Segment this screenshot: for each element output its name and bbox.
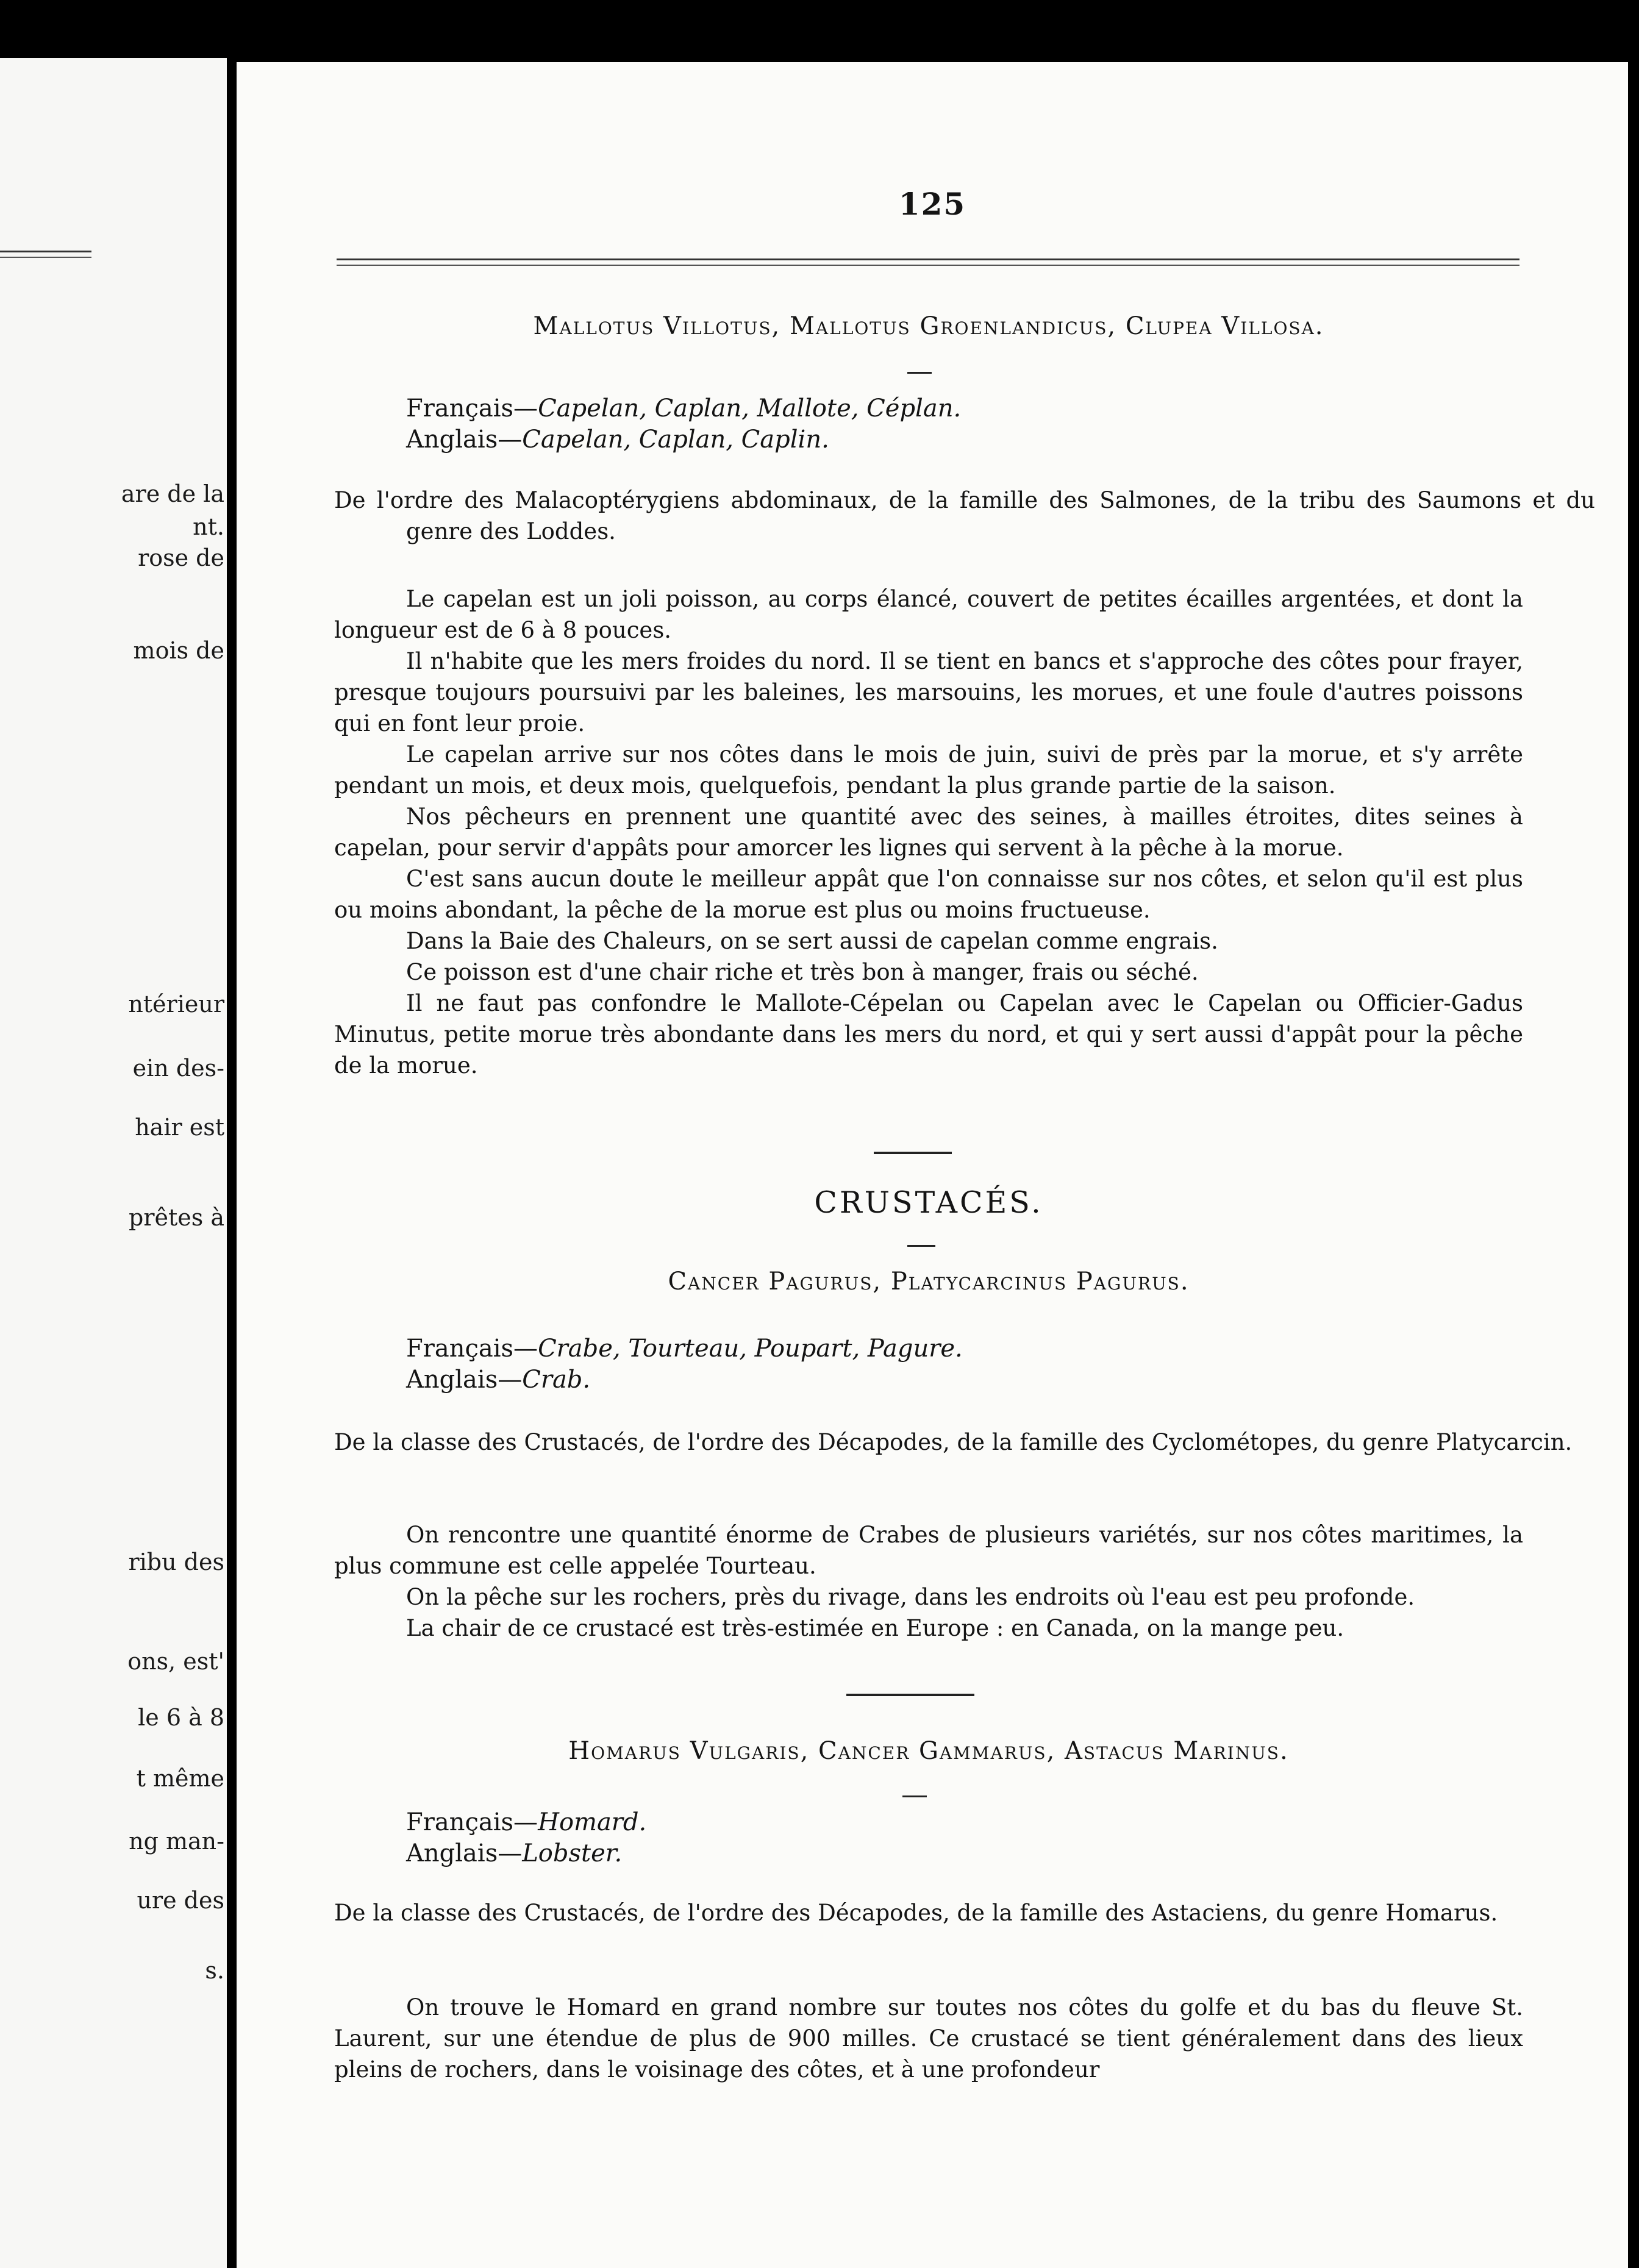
paragraph: Nos pêcheurs en prennent une quantité avec des seines, à mailles étroites, dites seines à capelan, pour servir d'appâts pour amorcer les lignes qui servent à la pêche à la morue. — [334, 804, 1523, 861]
divider — [902, 1795, 927, 1797]
text-fragment: ribu des — [128, 1549, 224, 1575]
text-fragment: hair est — [135, 1114, 224, 1141]
classification: De la classe des Crustacés, de l'ordre des Décapodes, de la famille des Cyclométopes, du genre Platycarcin. — [334, 1429, 1573, 1455]
paragraph: On rencontre une quantité énorme de Crabes de plusieurs variétés, sur nos côtes maritimes, la plus commune est celle appelée Tourteau. — [334, 1522, 1523, 1579]
text-fragment: t même — [136, 1765, 224, 1792]
divider — [907, 1245, 935, 1247]
rule — [0, 251, 91, 252]
paragraph: Le capelan arrive sur nos côtes dans le mois de juin, suivi de près par la morue, et s'y arrête pendant un mois, et deux mois, quelquefois, pendant la plus grande partie de la saison. — [334, 741, 1523, 799]
names-label: Anglais— — [406, 1839, 523, 1867]
names-value: Crab. — [522, 1366, 591, 1394]
paragraph: Ce poisson est d'une chair riche et très bon à manger, frais ou séché. — [406, 959, 1199, 985]
section-body — [334, 1519, 1523, 1644]
names-value: Lobster. — [522, 1839, 623, 1867]
section-body — [334, 583, 1523, 1081]
paragraph: La chair de ce crustacé est très-estimée en Europe : en Canada, on la mange peu. — [406, 1615, 1344, 1641]
section-title: Cancer Pagurus, Platycarcinus Pagurus. — [668, 1268, 1190, 1296]
names-label: Français— — [406, 1335, 538, 1363]
text-fragment: rose de — [138, 544, 224, 571]
classification: De la classe des Crustacés, de l'ordre des Décapodes, de la famille des Astaciens, du genre Homarus. — [334, 1900, 1498, 1926]
text-fragment: prêtes à — [129, 1204, 224, 1231]
header-rule — [337, 265, 1519, 266]
names-value: Crabe, Tourteau, Poupart, Pagure. — [538, 1335, 963, 1363]
common-names — [334, 1807, 1595, 1869]
text-fragment: ntérieur — [128, 991, 224, 1018]
text-fragment: s. — [205, 1957, 224, 1984]
text-fragment: ein des- — [132, 1055, 224, 1082]
page — [237, 62, 1628, 2268]
names-label: Anglais— — [406, 426, 523, 454]
common-names — [334, 393, 1595, 455]
section-title: Homarus Vulgaris, Cancer Gammarus, Astacus Marinus. — [568, 1737, 1289, 1765]
paragraph: Dans la Baie des Chaleurs, on se sert aussi de capelan comme engrais. — [406, 928, 1218, 954]
text-fragment: le 6 à 8 — [138, 1704, 224, 1731]
previous-page-strip — [0, 58, 227, 2268]
paragraph: Il n'habite que les mers froides du nord. Il se tient en bancs et s'approche des côtes pour frayer, presque toujours poursuivi par les baleines, les marsouins, les morues, et une foule d'autres poissons qui en font leur proie. — [334, 648, 1523, 736]
text-fragment: are de la — [121, 480, 224, 507]
rule — [0, 257, 91, 258]
section-body — [334, 1992, 1523, 2085]
text-fragment: ons, est' — [127, 1648, 224, 1675]
names-value: Capelan, Caplan, Caplin. — [522, 426, 829, 454]
paragraph: On la pêche sur les rochers, près du rivage, dans les endroits où l'eau est peu profonde. — [406, 1584, 1415, 1610]
section-separator — [846, 1694, 974, 1696]
section-title: Mallotus Villotus, Mallotus Groenlandicus, Clupea Villosa. — [533, 312, 1324, 340]
names-value: Homard. — [538, 1808, 647, 1836]
text-fragment: nt. — [193, 513, 224, 540]
paragraph: Le capelan est un joli poisson, au corps élancé, couvert de petites écailles argentées, et dont la longueur est de 6 à 8 pouces. — [334, 586, 1523, 643]
paragraph: C'est sans aucun doute le meilleur appât que l'on connaisse sur nos côtes, et selon qu'il est plus ou moins abondant, la pêche de la morue est plus ou moins fructueuse. — [334, 866, 1523, 923]
common-names — [334, 1333, 1595, 1396]
paragraph: Il ne faut pas confondre le Mallote-Cépelan ou Capelan avec le Capelan ou Officier-Gadus Minutus, petite morue très abondante dans les mers du nord, et qui y sert aussi d'appât pour la pêche de la morue. — [334, 990, 1523, 1079]
text-fragment: mois de — [133, 637, 224, 664]
classification: De l'ordre des Malacoptérygiens abdominaux, de la famille des Salmones, de la tribu des Saumons et du genre des Loddes. — [334, 487, 1595, 544]
names-label: Français— — [406, 1808, 538, 1836]
section-separator — [874, 1152, 952, 1154]
text-fragment: ng man- — [129, 1828, 224, 1855]
names-value: Capelan, Caplan, Mallote, Céplan. — [538, 394, 962, 423]
names-label: Français— — [406, 394, 538, 423]
names-label: Anglais— — [406, 1366, 523, 1394]
header-rule — [337, 259, 1519, 260]
text-fragment: ure des — [137, 1887, 224, 1914]
page-number: 125 — [898, 186, 966, 222]
paragraph: On trouve le Homard en grand nombre sur toutes nos côtes du golfe et du bas du fleuve St. Laurent, sur une étendue de plus de 900 milles. Ce crustacé se tient généralement dans des lieux pleins de rochers, dans le voisinage des côtes, et à une profondeur — [334, 1994, 1523, 2083]
divider — [907, 372, 932, 374]
section-heading: CRUSTACÉS. — [814, 1185, 1043, 1220]
